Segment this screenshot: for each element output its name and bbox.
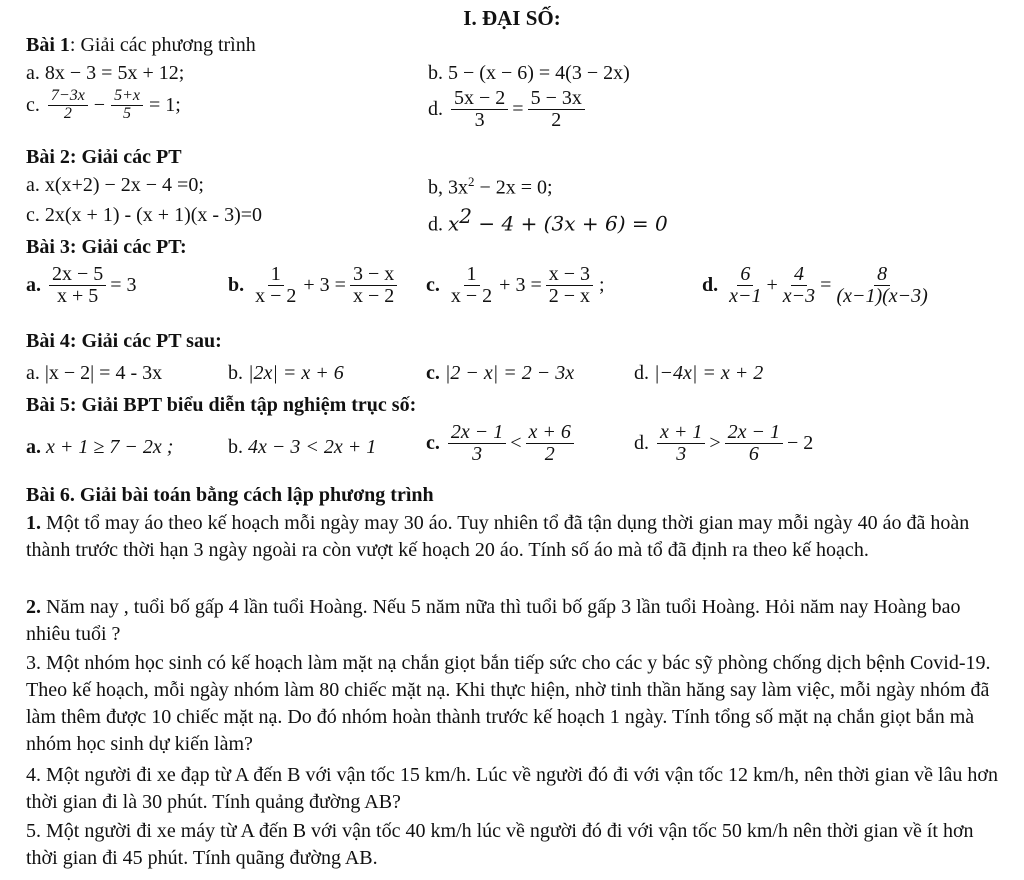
bai3-b-mid: + 3 = [303,274,346,296]
bai3-a-tail: = 3 [110,274,137,296]
bai3-d [702,264,933,307]
bai3-b-frac1: $\frac{1}{x - 2}$ [255,263,297,307]
bai1-a-eq: 8x − 3 = 5x + 12; [44,62,185,84]
bai5-c-frac2: $\frac{x + 6}{2}$ [526,422,574,465]
bai1-c [26,88,181,123]
bai1-c-frac1: $\frac{7-3x}{2}$ [48,88,88,123]
bai3-a-label: a. [26,274,41,296]
bai5-d-frac1: $\frac{x + 1}{3}$ [657,422,705,465]
bai3-b-frac2: $\frac{3 - x}{x - 2}$ [350,264,397,307]
bai5-c-mid: < [510,432,522,454]
bai1-heading-line [26,34,256,57]
bai3-c-frac2: $\frac{x - 3}{2 - x}$ [546,264,593,307]
bai4-heading: Bài 4: Giải các PT sau: [26,330,222,352]
bai4-c-label: c. [426,362,440,384]
bai5-d-tail: − 2 [787,432,814,454]
bai2-a-label: a. [26,174,40,196]
bai5-c [426,422,576,465]
bai3-d-label: d. [702,274,719,296]
bai1-heading: Bài 1 [26,34,70,56]
bai2-d-sup: 2 [459,204,473,228]
bai1-c-mid: − [93,93,106,116]
bai2-b-label: b, [428,176,443,199]
bai1-d-mid: = [512,98,524,120]
bai4-c-eq: |2 − x| = 2 − 3x [444,362,575,384]
bai5-b-eq: 4x − 3 < 2x + 1 [248,436,377,458]
bai5-d [634,422,813,465]
bai2-d [428,204,668,237]
bai1-a [26,62,184,85]
bai2-a [26,174,204,197]
bai4-d [634,362,763,385]
bai4-d-label: d. [634,362,649,384]
bai4-b-eq: |2x| = x + 6 [248,362,344,384]
bai6-p2-number: 2. [26,596,41,618]
bai1-b [428,62,630,85]
bai2-c-eq: 2x(x + 1) - (x + 1)(x - 3)=0 [44,204,263,226]
bai3-d-frac3: $\frac{8}{(x-1)(x-3)}$ [836,263,928,307]
bai3-a [26,264,137,307]
bai3-b-label: b. [228,274,245,296]
bai1-d-label: d. [428,98,443,120]
bai3-d-frac1: $\frac{6}{x-1}$ [729,263,762,307]
bai5-a-eq: x + 1 ≥ 7 − 2x ; [46,436,174,458]
bai4-b [228,362,344,385]
bai1-d-frac1: $\frac{5x - 2}{3}$ [451,88,508,131]
bai3-c-frac1: $\frac{1}{x - 2}$ [450,263,493,307]
bai5-heading: Bài 5: Giải BPT biểu diễn tập nghiệm trục số: [26,394,417,416]
bai2-c-label: c. [26,204,40,226]
bai3-c [426,264,605,307]
bai3-c-tail: ; [599,274,605,296]
bai3-d-equals: = [820,274,832,296]
bai2-d-label: d. [428,213,443,236]
bai2-b-sup: 2 [468,174,475,189]
bai6-problem-2 [26,594,1006,648]
bai2-d-eq-post: − 4 + (3x + 6) = 0 [472,211,668,236]
bai4-a-label: a. [26,362,40,384]
bai1-c-label: c. [26,93,40,116]
bai6-problem-3: 3. Một nhóm học sinh có kế hoạch làm mặt nạ chắn giọt bắn tiếp sức cho các y bác sỹ phòng chống dịch bệnh Covid-19. Theo kế hoạch, mỗi ngày nhóm làm 80 chiếc mặt nạ. Khi thực hiện, nhờ tinh thần hăng say làm việc, mỗi ngày nhóm đã làm thêm được 10 chiếc mặt nạ. Do đó nhóm hoàn thành trước kế hoạch 1 ngày. Tính tổng số mặt nạ chắn giọt bắn mà nhóm học sinh dự kiến làm? [26,652,991,755]
bai2-b-eq-pre: 3x [448,176,468,199]
bai4-c [426,362,574,385]
bai6-problem-4: 4. Một người đi xe đạp từ A đến B với vận tốc 15 km/h. Lúc về người đó đi với vận tốc 12 km/h, nên thời gian về lâu hơn thời gian đi là 30 phút. Tính quảng đường AB? [26,764,998,813]
bai5-a [26,436,173,459]
bai3-b [228,264,399,307]
bai5-d-mid: > [709,432,721,454]
bai3-d-plus: + [766,274,778,296]
bai5-d-frac2: $\frac{2x - 1}{6}$ [725,422,783,465]
bai2-a-eq: x(x+2) − 2x − 4 =0; [44,174,204,196]
bai5-c-label: c. [426,432,440,454]
bai1-b-label: b. [428,62,443,84]
bai6-heading: Bài 6. Giải bài toán bằng cách lập phương trình [26,484,434,506]
bai4-a-eq: |x − 2| = 4 - 3x [44,362,163,384]
bai6-problem-5: 5. Một người đi xe máy từ A đến B với vận tốc 40 km/h lúc về người đó đi với vận tốc 50 km/h nên thời gian về ít hơn thời gian đi 45 phút. Tính quãng đường AB. [26,820,974,869]
bai2-d-eq-pre: x [448,211,460,236]
bai3-c-mid: + 3 = [499,274,542,296]
bai1-a-label: a. [26,62,40,84]
section-title: I. ĐẠI SỐ: [463,6,561,30]
bai2-b-eq-post: − 2x = 0; [474,176,553,199]
bai1-text: : Giải các phương trình [69,34,256,56]
bai2-b [428,174,553,200]
bai1-d [428,88,587,131]
bai5-b [228,436,376,459]
bai3-d-frac2: $\frac{4}{x-3}$ [782,263,816,307]
bai1-b-eq: 5 − (x − 6) = 4(3 − 2x) [448,62,630,84]
bai5-b-label: b. [228,436,243,458]
bai1-c-frac2: $\frac{5+x}{5}$ [111,88,143,123]
bai5-c-frac1: $\frac{2x - 1}{3}$ [448,422,506,465]
bai4-d-eq: |−4x| = x + 2 [654,362,764,384]
bai6-p2-text: Năm nay , tuổi bố gấp 4 lần tuổi Hoàng. Nếu 5 năm nữa thì tuổi bố gấp 3 lần tuổi Hoàng. Hỏi năm nay Hoàng bao nhiêu tuổi ? [26,596,961,645]
bai1-d-frac2: $\frac{5 - 3x}{2}$ [528,88,585,131]
bai4-b-label: b. [228,362,243,384]
bai6-p1-text: Một tổ may áo theo kế hoạch mỗi ngày may 30 áo. Tuy nhiên tổ đã tận dụng thời gian may mỗi ngày 40 áo đã hoàn thành trước thời hạn 3 ngày ngoài ra còn vượt kế hoạch 20 áo. Tính số áo mà tổ đã định ra theo kế hoạch. [26,512,970,561]
bai6-problem-1 [26,510,1006,564]
bai2-c [26,204,262,227]
bai3-heading: Bài 3: Giải các PT: [26,236,187,258]
bai2-heading: Bài 2: Giải các PT [26,146,182,168]
bai3-c-label: c. [426,274,440,296]
bai4-a [26,362,162,385]
bai5-d-label: d. [634,432,649,454]
bai1-c-tail: = 1; [148,93,181,116]
bai5-a-label: a. [26,436,41,458]
bai6-p1-number: 1. [26,512,41,534]
bai3-a-frac: $\frac{2x - 5}{x + 5}$ [49,264,106,307]
